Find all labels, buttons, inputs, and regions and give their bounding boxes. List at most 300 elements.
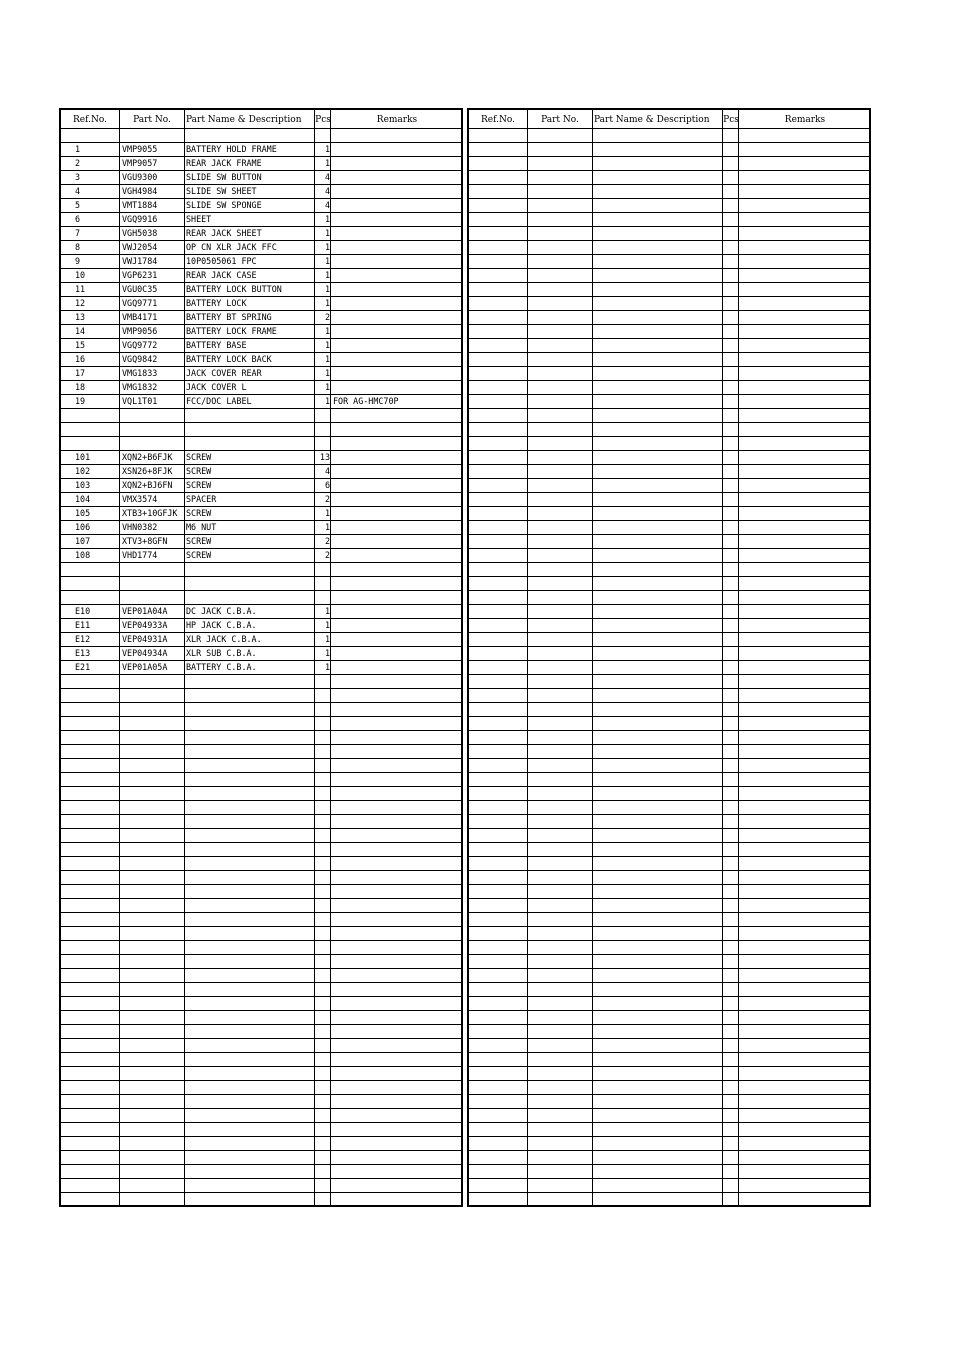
part-name-cell: JACK COVER L <box>186 382 247 392</box>
table-row <box>469 885 869 899</box>
part-no-cell: VGU9300 <box>122 172 158 182</box>
table-row <box>61 787 461 801</box>
table-row <box>469 773 869 787</box>
pcs-cell: 1 <box>324 662 330 672</box>
table-row <box>61 577 461 591</box>
table-row <box>469 605 869 619</box>
pcs-cell: 1 <box>324 228 330 238</box>
part-no-cell: XTB3+10GFJK <box>122 508 178 518</box>
table-row <box>61 339 461 353</box>
table-row <box>469 157 869 171</box>
table-row <box>61 325 461 339</box>
table-row <box>61 409 461 423</box>
table-row <box>469 423 869 437</box>
table-row <box>469 787 869 801</box>
table-row <box>469 549 869 563</box>
table-row <box>61 1165 461 1179</box>
table-row <box>469 801 869 815</box>
part-no-cell: VMG1832 <box>122 382 158 392</box>
ref-no-cell: 6 <box>75 214 81 224</box>
part-no-cell: VGQ9771 <box>122 298 158 308</box>
table-row <box>61 1193 461 1207</box>
ref-no-cell: 17 <box>75 368 86 378</box>
part-name-cell: HP JACK C.B.A. <box>186 620 257 630</box>
part-no-cell: VGQ9772 <box>122 340 158 350</box>
table-row <box>61 759 461 773</box>
table-row <box>469 255 869 269</box>
table-row <box>61 619 461 633</box>
pcs-cell: 2 <box>324 550 330 560</box>
table-row <box>61 1151 461 1165</box>
part-name-cell: BATTERY C.B.A. <box>186 662 257 672</box>
table-row <box>469 675 869 689</box>
table-row <box>61 675 461 689</box>
table-row <box>469 633 869 647</box>
pcs-cell: 1 <box>324 242 330 252</box>
pcs-cell: 1 <box>324 382 330 392</box>
table-row <box>61 731 461 745</box>
table-row <box>469 927 869 941</box>
table-row <box>61 381 461 395</box>
part-name-header: Part Name & Description <box>594 115 710 125</box>
part-name-cell: SCREW <box>186 466 212 476</box>
table-row <box>469 703 869 717</box>
table-row <box>61 213 461 227</box>
table-row <box>469 815 869 829</box>
table-row <box>469 1095 869 1109</box>
table-row <box>469 1039 869 1053</box>
table-row <box>469 381 869 395</box>
part-name-cell: BATTERY BT SPRING <box>186 312 272 322</box>
table-row <box>61 563 461 577</box>
column-divider <box>330 110 331 1205</box>
table-row <box>61 493 461 507</box>
part-name-cell: SLIDE SW SPONGE <box>186 200 262 210</box>
pcs-header: Pcs <box>723 115 739 125</box>
part-no-cell: VGP6231 <box>122 270 158 280</box>
part-no-cell: VHD1774 <box>122 550 158 560</box>
table-row <box>469 1067 869 1081</box>
table-row <box>469 409 869 423</box>
pcs-cell: 1 <box>324 354 330 364</box>
ref-no-cell: 4 <box>75 186 81 196</box>
part-no-cell: VMT1884 <box>122 200 158 210</box>
table-row <box>469 479 869 493</box>
ref-no-cell: 10 <box>75 270 86 280</box>
part-no-cell: VGH5038 <box>122 228 158 238</box>
part-name-cell: 10P0505061 FPC <box>186 256 257 266</box>
parts-table-left <box>59 108 463 1207</box>
table-row <box>61 1025 461 1039</box>
part-no-cell: VWJ2054 <box>122 242 158 252</box>
pcs-cell: 1 <box>324 606 330 616</box>
ref-no-cell: 107 <box>75 536 91 546</box>
table-row <box>469 521 869 535</box>
part-name-cell: SCREW <box>186 480 212 490</box>
remarks-header: Remarks <box>784 115 826 125</box>
table-row <box>61 199 461 213</box>
table-row <box>61 1123 461 1137</box>
column-divider <box>314 110 315 1205</box>
table-row <box>61 269 461 283</box>
part-name-cell: BATTERY LOCK BUTTON <box>186 284 282 294</box>
table-row <box>469 1081 869 1095</box>
ref-no-cell: E12 <box>75 634 91 644</box>
ref-no-header: Ref.No. <box>73 115 107 125</box>
pcs-cell: 4 <box>324 172 330 182</box>
table-row <box>469 647 869 661</box>
part-name-cell: BATTERY BASE <box>186 340 247 350</box>
part-name-cell: JACK COVER REAR <box>186 368 262 378</box>
part-no-cell: VEP04934A <box>122 648 168 658</box>
part-no-cell: VEP04933A <box>122 620 168 630</box>
part-name-cell: SCREW <box>186 536 212 546</box>
table-row <box>61 1053 461 1067</box>
table-row <box>61 1095 461 1109</box>
table-row <box>469 871 869 885</box>
table-row <box>469 899 869 913</box>
pcs-cell: 2 <box>324 494 330 504</box>
table-row <box>469 325 869 339</box>
table-row <box>61 885 461 899</box>
ref-no-cell: E11 <box>75 620 91 630</box>
table-row <box>469 983 869 997</box>
table-row <box>61 857 461 871</box>
pcs-cell: 1 <box>324 368 330 378</box>
table-row <box>469 731 869 745</box>
pcs-cell: 1 <box>324 158 330 168</box>
table-row <box>469 1123 869 1137</box>
part-name-cell: SCREW <box>186 508 212 518</box>
table-row <box>61 185 461 199</box>
remarks-header: Remarks <box>376 115 418 125</box>
part-name-cell: DC JACK C.B.A. <box>186 606 257 616</box>
table-row <box>469 1151 869 1165</box>
table-row <box>469 661 869 675</box>
table-row <box>469 1193 869 1207</box>
pcs-cell: 4 <box>324 466 330 476</box>
part-no-cell: VGQ9916 <box>122 214 158 224</box>
table-row <box>469 689 869 703</box>
table-row <box>61 549 461 563</box>
table-row <box>61 465 461 479</box>
ref-no-cell: 108 <box>75 550 91 560</box>
pcs-cell: 1 <box>324 620 330 630</box>
table-row <box>469 297 869 311</box>
part-no-cell: VGQ9842 <box>122 354 158 364</box>
table-row <box>469 857 869 871</box>
pcs-cell: 2 <box>324 312 330 322</box>
table-row <box>469 143 869 157</box>
pcs-cell: 4 <box>324 186 330 196</box>
table-row <box>469 507 869 521</box>
pcs-cell: 1 <box>324 508 330 518</box>
pcs-cell: 1 <box>324 144 330 154</box>
pcs-cell: 4 <box>324 200 330 210</box>
table-row <box>61 773 461 787</box>
parts-table-right <box>467 108 871 1207</box>
ref-no-cell: 106 <box>75 522 91 532</box>
table-row <box>61 689 461 703</box>
part-name-cell: REAR JACK SHEET <box>186 228 262 238</box>
table-row <box>61 451 461 465</box>
part-name-cell: SLIDE SW SHEET <box>186 186 257 196</box>
pcs-cell: 1 <box>324 522 330 532</box>
ref-no-cell: 16 <box>75 354 86 364</box>
table-row <box>61 297 461 311</box>
ref-no-header: Ref.No. <box>481 115 515 125</box>
part-no-cell: VEP04931A <box>122 634 168 644</box>
part-no-cell: VEP01A04A <box>122 606 168 616</box>
pcs-cell: 1 <box>324 648 330 658</box>
part-name-cell: REAR JACK CASE <box>186 270 257 280</box>
part-no-cell: VEP01A05A <box>122 662 168 672</box>
table-row <box>61 227 461 241</box>
part-name-cell: REAR JACK FRAME <box>186 158 262 168</box>
part-no-cell: VMP9057 <box>122 158 158 168</box>
ref-no-cell: 14 <box>75 326 86 336</box>
part-no-cell: VMP9055 <box>122 144 158 154</box>
table-row <box>61 829 461 843</box>
part-no-cell: VQL1T01 <box>122 396 158 406</box>
table-row <box>61 241 461 255</box>
ref-no-cell: 3 <box>75 172 81 182</box>
table-row <box>469 269 869 283</box>
table-row <box>61 395 461 409</box>
table-row <box>61 311 461 325</box>
table-row <box>61 605 461 619</box>
table-row <box>61 479 461 493</box>
table-header <box>61 110 461 129</box>
column-divider <box>738 110 739 1205</box>
ref-no-cell: 19 <box>75 396 86 406</box>
table-row <box>469 227 869 241</box>
column-divider <box>527 110 528 1205</box>
pcs-cell: 1 <box>324 284 330 294</box>
table-row <box>469 1053 869 1067</box>
table-row <box>61 1067 461 1081</box>
table-row <box>469 185 869 199</box>
part-name-cell: XLR SUB C.B.A. <box>186 648 257 658</box>
table-row <box>61 129 461 143</box>
table-row <box>61 1109 461 1123</box>
pcs-cell: 1 <box>324 340 330 350</box>
part-name-cell: XLR JACK C.B.A. <box>186 634 262 644</box>
ref-no-cell: 9 <box>75 256 81 266</box>
part-no-cell: XTV3+8GFN <box>122 536 168 546</box>
table-row <box>61 1179 461 1193</box>
table-row <box>469 339 869 353</box>
table-row <box>469 759 869 773</box>
table-row <box>61 843 461 857</box>
table-row <box>61 157 461 171</box>
table-row <box>469 283 869 297</box>
pcs-cell: 2 <box>324 536 330 546</box>
table-row <box>469 395 869 409</box>
ref-no-cell: 15 <box>75 340 86 350</box>
table-row <box>61 745 461 759</box>
table-row <box>61 591 461 605</box>
pcs-header: Pcs <box>315 115 331 125</box>
table-row <box>469 213 869 227</box>
ref-no-cell: 12 <box>75 298 86 308</box>
table-row <box>469 1109 869 1123</box>
table-row <box>469 577 869 591</box>
table-row <box>61 941 461 955</box>
part-name-cell: BATTERY LOCK BACK <box>186 354 272 364</box>
part-no-cell: VGH4984 <box>122 186 158 196</box>
ref-no-cell: E21 <box>75 662 91 672</box>
table-row <box>61 535 461 549</box>
table-row <box>469 955 869 969</box>
ref-no-cell: 5 <box>75 200 81 210</box>
ref-no-cell: 18 <box>75 382 86 392</box>
table-row <box>61 703 461 717</box>
pcs-cell: 1 <box>324 326 330 336</box>
table-row <box>469 241 869 255</box>
part-no-cell: VMX3574 <box>122 494 158 504</box>
ref-no-cell: 11 <box>75 284 86 294</box>
table-row <box>469 451 869 465</box>
pcs-cell: 13 <box>319 452 330 462</box>
table-row <box>469 1025 869 1039</box>
pcs-cell: 1 <box>324 634 330 644</box>
remarks-cell: FOR AG-HMC70P <box>333 396 399 406</box>
table-row <box>61 969 461 983</box>
part-name-cell: FCC/DOC LABEL <box>186 396 252 406</box>
pcs-cell: 1 <box>324 256 330 266</box>
ref-no-cell: 105 <box>75 508 91 518</box>
part-no-cell: XSN26+8FJK <box>122 466 173 476</box>
table-row <box>61 283 461 297</box>
table-row <box>469 843 869 857</box>
table-row <box>61 1039 461 1053</box>
ref-no-cell: 104 <box>75 494 91 504</box>
ref-no-cell: 7 <box>75 228 81 238</box>
part-name-cell: SCREW <box>186 550 212 560</box>
table-row <box>469 493 869 507</box>
table-row <box>469 129 869 143</box>
table-row <box>61 423 461 437</box>
table-row <box>61 899 461 913</box>
pcs-cell: 1 <box>324 396 330 406</box>
ref-no-cell: 13 <box>75 312 86 322</box>
part-name-cell: SHEET <box>186 214 212 224</box>
part-no-cell: VMB4171 <box>122 312 158 322</box>
part-name-cell: OP CN XLR JACK FFC <box>186 242 277 252</box>
pcs-cell: 1 <box>324 298 330 308</box>
table-row <box>469 941 869 955</box>
ref-no-cell: E10 <box>75 606 91 616</box>
table-row <box>469 717 869 731</box>
part-name-cell: M6 NUT <box>186 522 217 532</box>
table-row <box>469 367 869 381</box>
part-no-cell: XQN2+BJ6FN <box>122 480 173 490</box>
part-name-cell: BATTERY LOCK FRAME <box>186 326 277 336</box>
table-row <box>61 927 461 941</box>
part-no-cell: VHN0382 <box>122 522 158 532</box>
table-row <box>61 801 461 815</box>
table-row <box>469 563 869 577</box>
column-divider <box>119 110 120 1205</box>
table-row <box>469 465 869 479</box>
part-name-cell: BATTERY HOLD FRAME <box>186 144 277 154</box>
table-row <box>469 619 869 633</box>
table-row <box>61 955 461 969</box>
table-row <box>61 717 461 731</box>
table-row <box>469 829 869 843</box>
table-row <box>61 871 461 885</box>
table-row <box>469 437 869 451</box>
table-row <box>469 171 869 185</box>
part-no-header: Part No. <box>541 115 579 125</box>
part-name-cell: BATTERY LOCK <box>186 298 247 308</box>
table-row <box>61 815 461 829</box>
table-row <box>61 1011 461 1025</box>
table-row <box>469 199 869 213</box>
part-no-cell: VMP9056 <box>122 326 158 336</box>
table-row <box>469 745 869 759</box>
part-no-cell: VWJ1784 <box>122 256 158 266</box>
table-row <box>61 913 461 927</box>
table-row <box>61 437 461 451</box>
table-row <box>469 997 869 1011</box>
table-row <box>61 143 461 157</box>
table-row <box>61 661 461 675</box>
table-row <box>469 969 869 983</box>
part-name-cell: SLIDE SW BUTTON <box>186 172 262 182</box>
ref-no-cell: 103 <box>75 480 91 490</box>
ref-no-cell: E13 <box>75 648 91 658</box>
part-name-header: Part Name & Description <box>186 115 302 125</box>
table-row <box>61 633 461 647</box>
table-row <box>61 255 461 269</box>
table-row <box>469 1137 869 1151</box>
table-row <box>61 1137 461 1151</box>
column-divider <box>592 110 593 1205</box>
table-row <box>469 535 869 549</box>
table-row <box>469 1165 869 1179</box>
table-row <box>61 521 461 535</box>
table-header <box>469 110 869 129</box>
part-no-header: Part No. <box>133 115 171 125</box>
table-row <box>469 1179 869 1193</box>
ref-no-cell: 1 <box>75 144 81 154</box>
pcs-cell: 1 <box>324 270 330 280</box>
table-row <box>469 913 869 927</box>
table-row <box>61 647 461 661</box>
ref-no-cell: 2 <box>75 158 81 168</box>
table-row <box>469 353 869 367</box>
column-divider <box>722 110 723 1205</box>
table-row <box>61 983 461 997</box>
table-row <box>61 171 461 185</box>
part-name-cell: SPACER <box>186 494 217 504</box>
table-row <box>61 353 461 367</box>
table-row <box>469 1011 869 1025</box>
ref-no-cell: 8 <box>75 242 81 252</box>
table-row <box>61 367 461 381</box>
table-row <box>61 997 461 1011</box>
part-no-cell: XQN2+B6FJK <box>122 452 173 462</box>
table-row <box>61 1081 461 1095</box>
part-no-cell: VGU0C35 <box>122 284 158 294</box>
table-row <box>61 507 461 521</box>
ref-no-cell: 102 <box>75 466 91 476</box>
table-row <box>469 311 869 325</box>
table-row <box>469 591 869 605</box>
column-divider <box>184 110 185 1205</box>
